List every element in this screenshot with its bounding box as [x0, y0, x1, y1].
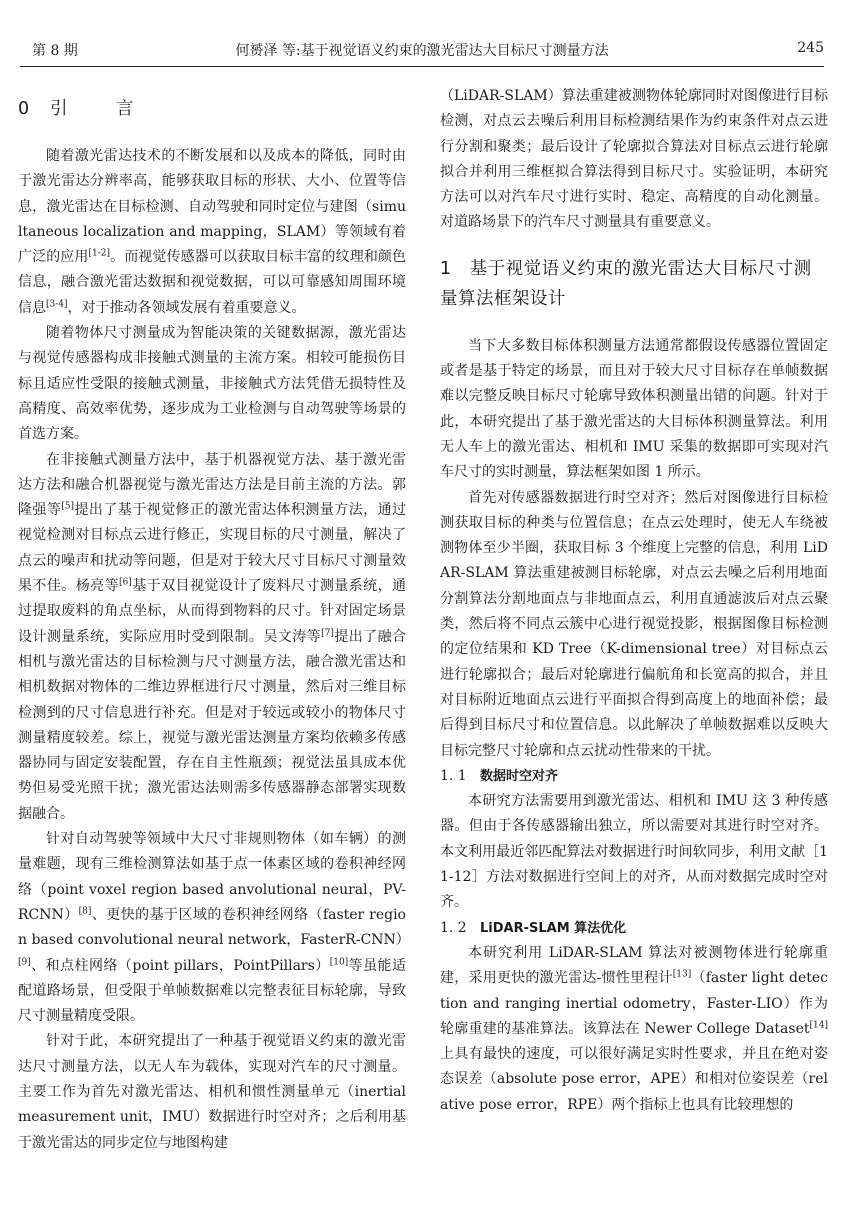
intro-paragraph-3 [18, 448, 406, 827]
citation: [3-4] [46, 299, 68, 310]
section-1-paragraph-2: 首先对传感器数据进行时空对齐；然后对图像进行目标检测获取目标的种类与位置信息；在点云处理时，使无人车绕被测物体至少半圈，获取目标 3 个维度上完整的信息，利用 LiDAR-SLAM 算法重建被测目标轮廓，对点云去噪之后利用地面分割算法分割地面点与非地面点云，利用直通滤波后对点云聚类，然后将不同点云簇中心进行视觉投影，根据图像目标检测的定位结果和 KD Tree（K-dimensional tree）对目标点云进行轮廓拟合；最后对轮廓进行偏航角和长宽高的拟合，并且对目标附近地面点云进行平面拟合得到高度上的地面补偿；最后得到目标尺寸和位置信息。以此解决了单帧数据难以反映大目标完整尺寸轮廓和点云扰动性带来的干扰。 [440, 489, 828, 759]
running-header [20, 40, 824, 62]
citation: [6] [119, 577, 132, 588]
citation: [7] [321, 627, 334, 638]
text-run: 随着激光雷达技术的不断发展和以及成本的降低，同时由于激光雷达分辨率高，能够获取目标的形状、大小、位置等信息，激光雷达在目标检测、自动驾驶和同时定位与建图（simultaneous localization and mapping，SLAM）等领域有着广泛的应用 [18, 148, 406, 266]
text-run: 提出了基于视觉修正的激光雷达体积测量方法，通过视觉检测对目标点云进行修正，实现目标的尺寸测量，解决了点云的噪声和扰动等问题，但是对于较大尺寸目标尺寸测量效果不佳。杨亮等 [18, 502, 407, 595]
right-column [440, 84, 828, 1118]
citation: [8] [78, 906, 92, 917]
citation: [10] [329, 956, 349, 967]
text-run: 提出了融合相机与激光雷达的目标检测与尺寸测量方法，融合激光雷达和相机数据对物体的二维边界框进行尺寸测量，然后对三维目标检测到的尺寸信息进行补充。但是对于较远或较小的物体尺寸测量精度较差。综上，视觉与激光雷达测量方案均依赖多传感器协同与固定安装配置，存在自主性瓶颈；视觉法虽具成本优势但易受光照干扰；激光雷达法则需多传感器静态部署实现数据融合。 [18, 628, 407, 822]
text-run: 上具有最快的速度，可以很好满足实时性要求，并且在绝对姿态误差（absolute pose error，APE）和相对位姿误差（relative pose error，RPE）两个指标上也具有比较理想的 [440, 1046, 828, 1113]
subsection-number: 1. 1 [440, 767, 467, 784]
issue-number: 第 8 期 [32, 43, 78, 59]
running-title: 何赟泽 等:基于视觉语义约束的激光雷达大目标尺寸测量方法 [235, 43, 609, 59]
text-run: 等虽能适配道路场景，但受限于单帧数据难以完整表征目标轮廓，导致尺寸测量精度受限。 [18, 957, 406, 1025]
left-column [18, 84, 410, 1156]
intro-paragraph-2: 随着物体尺寸测量成为智能决策的关键数据源，激光雷达与视觉传感器构成非接触式测量的主流方案。相较可能损伤目标且适应性受限的接触式测量，非接触式方法凭借无损特性及高精度、高效率优势，逐步成为工业检测与自动驾驶等场景的首选方案。 [18, 325, 406, 443]
citation: [1-2] [88, 248, 110, 259]
text-run: ，对于推动各领域发展有着重要意义。 [67, 299, 306, 316]
subsection-1-2-heading [440, 916, 828, 941]
subsection-title: LiDAR-SLAM 算法优化 [480, 920, 627, 936]
intro-paragraph-5-continued: （LiDAR-SLAM）算法重建被测物体轮廓同时对图像进行目标检测，对点云去噪后利用目标检测结果作为约束条件对点云进行分割和聚类；最后设计了轮廓拟合算法对目标点云进行轮廓拟合并利用三维框拟合算法得到目标尺寸。实验证明，本研究方法可以对汽车尺寸进行实时、稳定、高精度的自动化测量。对道路场景下的汽车尺寸测量具有重要意义。 [440, 88, 828, 231]
subsection-1-2-paragraph [440, 941, 828, 1118]
text-run: 、和点柱网络（point pillars，PointPillars） [30, 957, 330, 974]
intro-paragraph-4 [18, 827, 410, 1029]
citation: [13] [672, 969, 692, 980]
citation: [5] [61, 501, 75, 512]
citation: [14] [809, 1020, 828, 1031]
text-run: 本研究利用 LiDAR-SLAM 算法对被测物体进行轮廓重建，采用更快的激光雷达-惯性里程计 [440, 944, 828, 987]
subsection-number: 1. 2 [440, 919, 467, 936]
section-0-title-char-1: 引 [50, 99, 68, 119]
text-run: 。而视觉传感器可以获取目标丰富的纹理和颜色信息，融合激光雷达数据和视觉数据，可以可靠感知周围环境信息 [18, 249, 407, 316]
text-run: 、更快的基于区域的卷积神经网络（faster region based convolutional neural network，FasterR-CNN） [18, 906, 410, 949]
intro-paragraph-1 [18, 144, 406, 321]
text-run: 针对自动驾驶等领域中大尺寸非规则物体（如车辆）的测量难题，现有三维检测算法如基于点一体素区域的卷积神经网络（point voxel region based anvolutional neural，PV-RCNN） [18, 831, 406, 923]
page-number: 245 [797, 40, 824, 56]
section-0-heading [18, 94, 406, 124]
text-run: （faster light detection and ranging inertial odometry，Faster-LIO）作为轮廓重建的基准算法。该算法在 Newer College Dataset [440, 970, 828, 1037]
subsection-title: 数据时空对齐 [480, 768, 559, 784]
section-0-title-char-2: 言 [116, 99, 134, 119]
intro-paragraph-5: 针对于此，本研究提出了一种基于视觉语义约束的激光雷达尺寸测量方法，以无人车为载体，实现对汽车的尺寸测量。主要工作为首先对激光雷达、相机和惯性测量单元（inertial measurement unit，IMU）数据进行时空对齐；之后利用基于激光雷达的同步定位与地图构建 [18, 1033, 406, 1151]
text-run: 基于双目视觉设计了废料尺寸测量系统，通过提取废料的角点坐标，从而得到物料的尺寸。针对固定场景设计测量系统，实际应用时受到限制。吴文涛等 [18, 578, 407, 645]
section-0-number: 0 [18, 99, 30, 119]
citation: [9] [18, 956, 31, 967]
text-run: 在非接触式测量方法中，基于机器视觉方法、基于激光雷达方法和融合机器视觉与激光雷达方法是目前主流的方法。郭隆强等 [18, 451, 406, 519]
subsection-1-1-heading [440, 764, 828, 789]
header-rule [20, 66, 824, 67]
subsection-1-1-paragraph: 本研究方法需要用到激光雷达、相机和 IMU 这 3 种传感器。但由于各传感器输出独立，所以需要对其进行时空对齐。本文利用最近邻匹配算法对数据进行时间软同步，利用文献［11-12］方法对数据进行空间上的对齐，从而对数据完成时空对齐。 [440, 793, 828, 911]
section-1-paragraph-1: 当下大多数目标体积测量方法通常都假设传感器位置固定或者是基于特定的场景，而且对于较大尺寸目标存在单帧数据难以完整反映目标尺寸轮廓导致体积测量出错的问题。针对于此，本研究提出了基于激光雷达的大目标体积测量算法。利用无人车上的激光雷达、相机和 IMU 采集的数据即可实现对汽车尺寸的实时测量，算法框架如图 1 所示。 [440, 337, 828, 481]
section-1-heading: 1 基于视觉语义约束的激光雷达大目标尺寸测量算法框架设计 [440, 258, 812, 309]
